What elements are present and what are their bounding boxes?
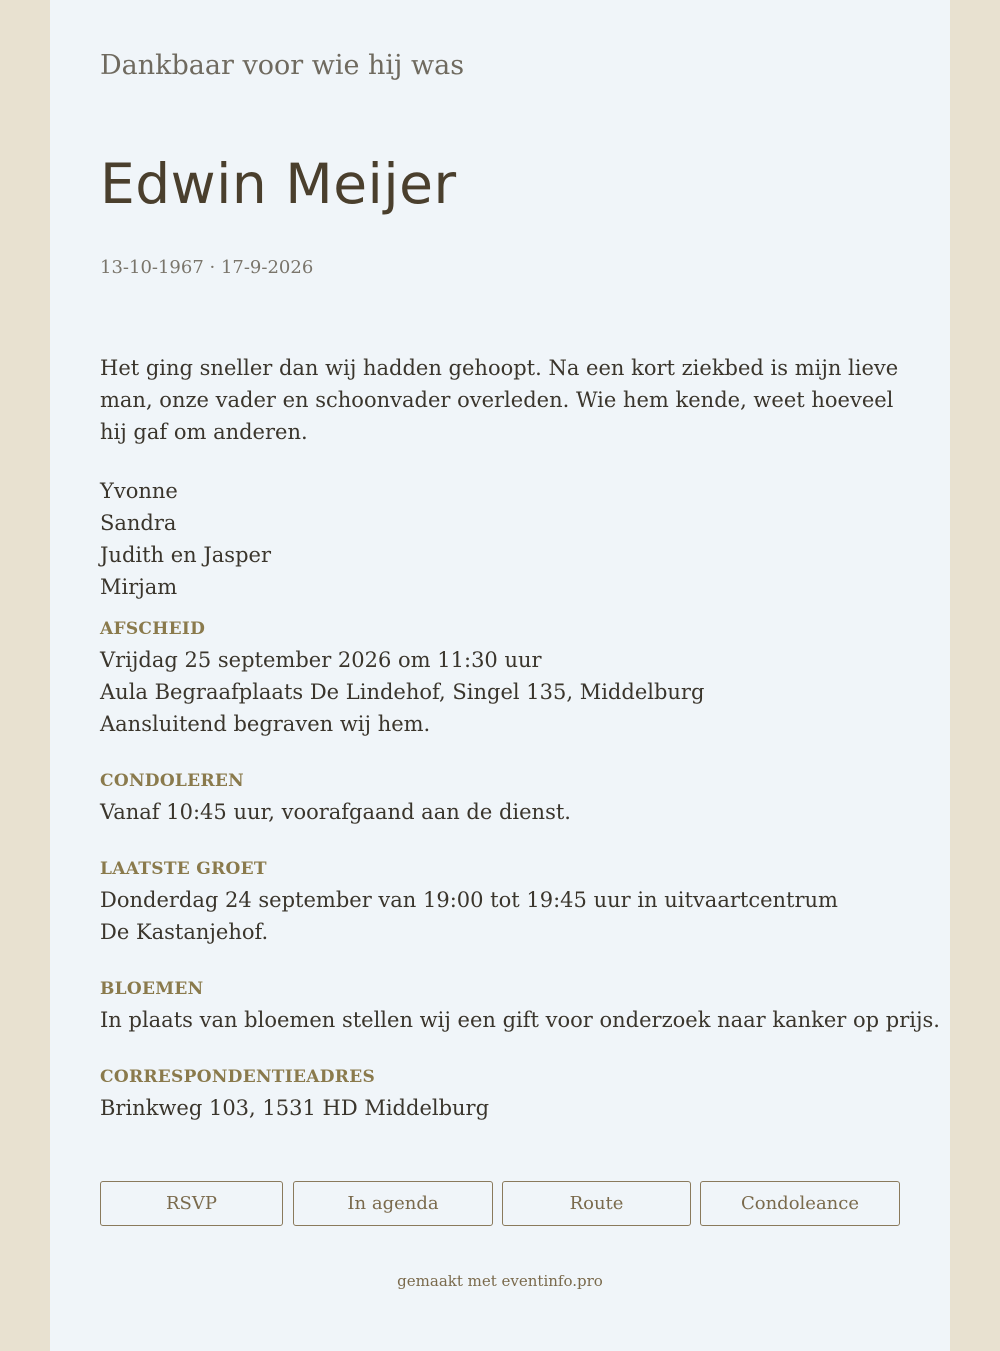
section-heading: BLOEMEN [100,979,204,999]
section-content: Donderdag 24 september van 19:00 tot 19:45 uur in uitvaartcentrum De Kastanjehof. [100,888,838,944]
section-content: In plaats van bloemen stellen wij een gift voor onderzoek naar kanker op prijs. [100,1008,940,1032]
family-member: Sandra [100,511,177,535]
intro-text: Het ging sneller dan wij hadden gehoopt. Na een kort ziekbed is mijn lieve man, onze vader en schoonvader overleden. Wie hem kende, weet hoeveel hij gaf om anderen. [100,356,899,444]
section-afscheid [100,618,920,740]
afscheid-date: Vrijdag 25 september 2026 om 11:30 uur [100,648,542,672]
life-dates: 13-10-1967 · 17-9-2026 [100,257,314,278]
section-heading: CONDOLEREN [100,771,244,791]
section-content: Brinkweg 103, 1531 HD Middelburg [100,1096,490,1120]
announcement-card [50,0,950,1351]
section-heading: AFSCHEID [100,619,206,639]
section-bloemen [100,978,940,1036]
afscheid-note: Aansluitend begraven wij hem. [100,712,431,736]
family-member: Mirjam [100,575,178,599]
section-content: Vanaf 10:45 uur, voorafgaand aan de dienst. [100,800,571,824]
section-correspondentieadres [100,1066,920,1124]
route-button[interactable]: Route [502,1181,691,1226]
page-subtitle: Dankbaar voor wie hij was [100,50,465,81]
family-list [100,475,900,603]
family-member: Yvonne [100,479,178,503]
action-buttons [100,1181,900,1228]
deceased-name: Edwin Meijer [100,152,457,216]
condoleance-button[interactable]: Condoleance [700,1181,900,1226]
add-to-agenda-button[interactable]: In agenda [293,1181,493,1226]
rsvp-button[interactable]: RSVP [100,1181,283,1226]
section-laatste-groet [100,858,860,948]
family-member: Judith en Jasper [100,543,271,567]
afscheid-location: Aula Begraafplaats De Lindehof, Singel 135, Middelburg [100,680,705,704]
section-heading: CORRESPONDENTIEADRES [100,1067,376,1087]
footer-credit: gemaakt met eventinfo.pro [397,1272,603,1290]
section-content [100,644,920,740]
section-condoleren [100,770,920,828]
section-heading: LAATSTE GROET [100,859,267,879]
